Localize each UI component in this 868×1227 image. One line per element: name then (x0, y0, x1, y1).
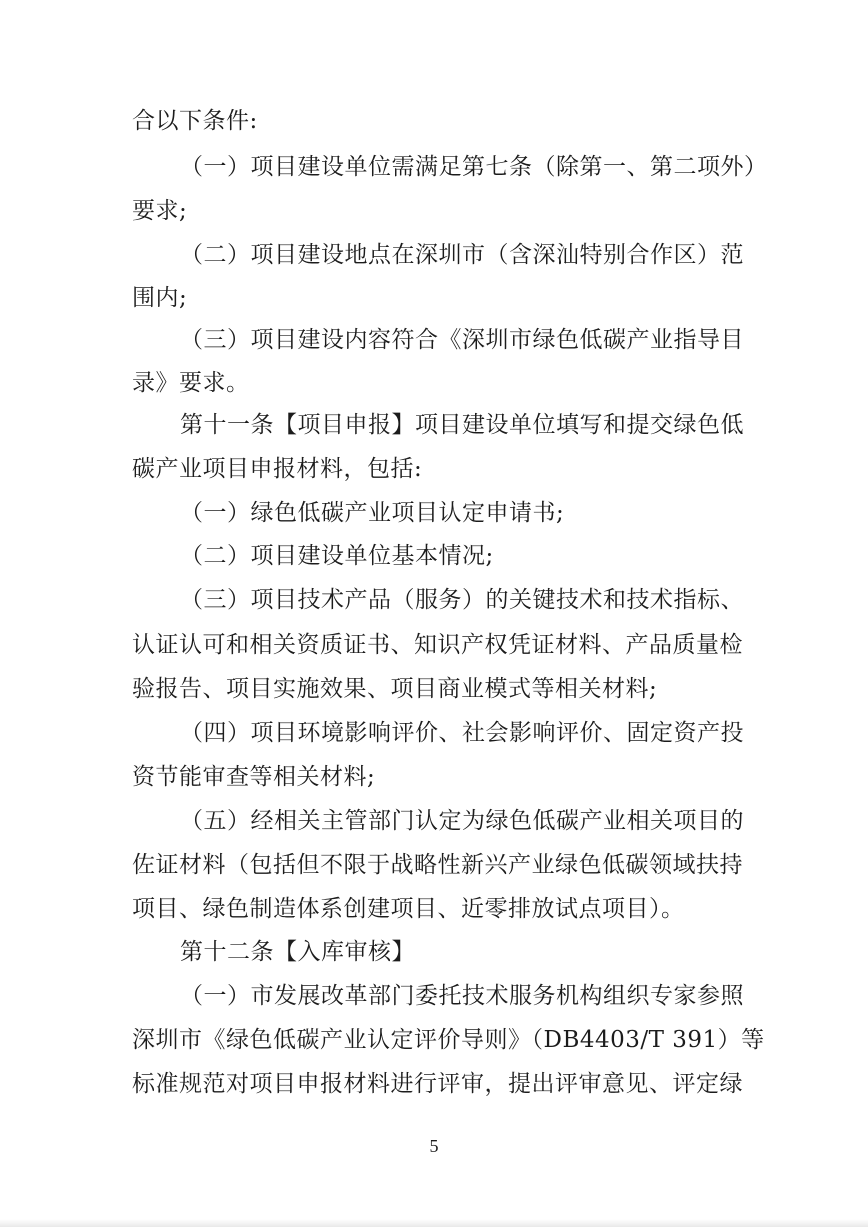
text-line: （二）项目建设单位基本情况; (180, 543, 494, 569)
text-line: 验报告、项目实施效果、项目商业模式等相关材料; (132, 676, 658, 702)
text-line: （二）项目建设地点在深圳市（含深汕特别合作区）范 (180, 242, 744, 268)
text-line: 围内; (132, 285, 188, 311)
page-number: 5 (429, 1136, 439, 1156)
text-line: 合以下条件: (132, 108, 258, 134)
text-line: 录》要求。 (132, 370, 250, 396)
text-line: （三）项目建设内容符合《深圳市绿色低碳产业指导目 (180, 327, 744, 353)
text-line: （一）项目建设单位需满足第七条（除第一、第二项外） (180, 154, 768, 180)
text-line: 资节能审查等相关材料; (132, 764, 376, 790)
section-heading-article-12: 第十二条【入库审核】 (180, 939, 415, 965)
text-line: （三）项目技术产品（服务）的关键技术和技术指标、 (180, 587, 744, 613)
text-line: 佐证材料（包括但不限于战略性新兴产业绿色低碳领域扶持 (132, 852, 743, 878)
page-bottom-edge (0, 1219, 868, 1227)
text-line: 标准规范对项目申报材料进行评审，提出评审意见、评定绿 (132, 1071, 743, 1097)
text-line: （一）市发展改革部门委托技术服务机构组织专家参照 (180, 983, 744, 1009)
text-line: 碳产业项目申报材料，包括: (132, 456, 423, 482)
section-heading-article-11: 第十一条【项目申报】项目建设单位填写和提交绿色低 (180, 412, 744, 438)
text-line: （四）项目环境影响评价、社会影响评价、固定资产投 (180, 720, 744, 746)
text-line: 要求; (132, 198, 188, 224)
text-line: 深圳市《绿色低碳产业认定评价导则》（DB4403/T 391）等 (132, 1027, 765, 1053)
text-line: （五）经相关主管部门认定为绿色低碳产业相关项目的 (180, 808, 744, 834)
text-line: 认证认可和相关资质证书、知识产权凭证材料、产品质量检 (132, 632, 743, 658)
text-line: 项目、绿色制造体系创建项目、近零排放试点项目）。 (132, 896, 685, 922)
text-line: （一）绿色低碳产业项目认定申请书; (180, 500, 565, 526)
